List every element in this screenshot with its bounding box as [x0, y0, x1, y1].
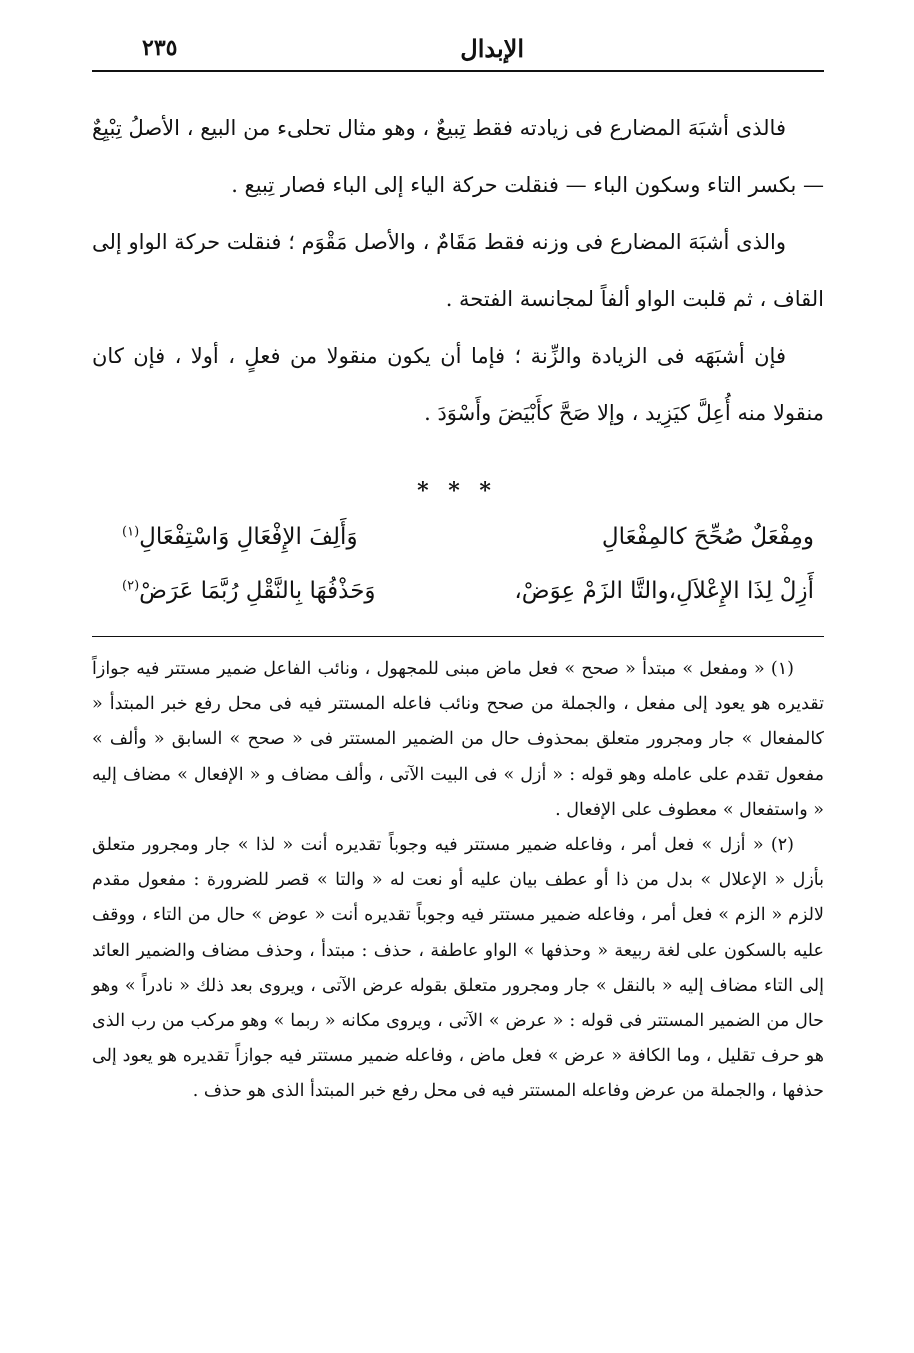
paragraph: والذى أشبَهَ المضارع فى وزنه فقط مَقَامٌ ، والأصل مَقْوَم ؛ فنقلت حركة الواو إلى القاف ، ثم قلبت الواو ألفاً لمجانسة الفتحة .	[92, 230, 824, 311]
header-rule	[92, 70, 824, 72]
main-text	[92, 100, 824, 442]
footnote-marker: (٢)	[122, 578, 140, 594]
verse-hemistich-left	[122, 524, 358, 550]
chapter-title: الإبدال	[460, 33, 524, 63]
page-number: ٢٣٥	[142, 35, 178, 61]
footnote-marker: (١)	[122, 524, 140, 540]
footnotes	[92, 652, 824, 1110]
verse-hemistich-right: أَزِلْ لِذَا الإِعْلاَلِ،والتَّا الزَمْ عِوَضْ،	[514, 578, 814, 604]
verse-line	[92, 564, 824, 618]
paragraph: فالذى أشبَهَ المضارع فى زيادته فقط تِبيعٌ ، وهو مثال تحلىء من البيع ، الأصلُ تِبْيِعٌ — بكسر التاء وسكون الباء — فنقلت حركة الياء إلى الباء فصار تِبيع .	[92, 116, 824, 197]
verse-hemistich-left-text: وَحَذْفُهَا بِالنَّقْلِ رُبَّمَا عَرَضْ	[139, 578, 376, 604]
verse-block	[92, 510, 824, 618]
paragraph: فإن أشبَهَه فى الزيادة والزِّنة ؛ فإما أن يكون منقولا من فعلٍ ، أولا ، فإن كان منقولا منه أُعِلَّ كيَزِيد ، وإلا صَحَّ كأَبْيَضَ وأَسْوَدَ .	[92, 344, 824, 425]
section-separator: * * *	[417, 478, 497, 504]
running-header	[92, 28, 824, 68]
footnote: (١) « ومفعل » مبتدأ « صحح » فعل ماض مبنى للمجهول ، ونائب الفاعل ضمير مستتر فيه جوازاً تقديره هو يعود إلى مفعل ، والجملة من صحح ونائب فاعله المستتر فيه فى محل رفع خبر المبتدأ « كالمفعال » جار ومجرور متعلق بمحذوف حال من الضمير المستتر فى « صحح » السابق « وألف » مفعول تقدم على عامله وهو قوله : « أزل » فى البيت الآتى ، وألف مضاف و « الإفعال » مضاف إليه « واستفعال » معطوف على الإفعال .	[92, 659, 824, 820]
verse-line	[92, 510, 824, 564]
verse-hemistich-left	[122, 578, 376, 604]
verse-hemistich-left-text: وَأَلِفَ الإِفْعَالِ وَاسْتِفْعَالِ	[139, 524, 358, 550]
footnote-rule	[92, 636, 824, 637]
verse-hemistich-right: ومِفْعَلٌ صُحِّحَ كالمِفْعَالِ	[601, 524, 814, 550]
footnote: (٢) « أزل » فعل أمر ، وفاعله ضمير مستتر فيه وجوباً تقديره أنت « لذا » جار ومجرور متعلق بأزل « الإعلال » بدل من ذا أو عطف بيان عليه أو نعت له « والتا » قصر للضرورة : مفعول مقدم لالزم « الزم » فعل أمر ، وفاعله ضمير مستتر فيه وجوباً تقديره أنت « عوض » حال من التاء ، ووقف عليه بالسكون على لغة ربيعة « وحذفها » الواو عاطفة ، حذف : مبتدأ ، وحذف مضاف والضمير العائد إلى التاء مضاف إليه « بالنقل » جار ومجرور متعلق بقوله عرض الآتى ، ويروى بعد ذلك « نادراً » وهو حال من الضمير المستتر فى قوله : « عرض » الآتى ، ويروى مكانه « ربما » وهو مركب من رب الذى هو حرف تقليل ، وما الكافة « عرض » فعل ماض ، وفاعله ضمير مستتر فيه جوازاً تقديره هو يعود إلى حذفها ، والجملة من عرض وفاعله المستتر فيه فى محل رفع خبر المبتدأ الذى هو حذف .	[92, 835, 824, 1102]
